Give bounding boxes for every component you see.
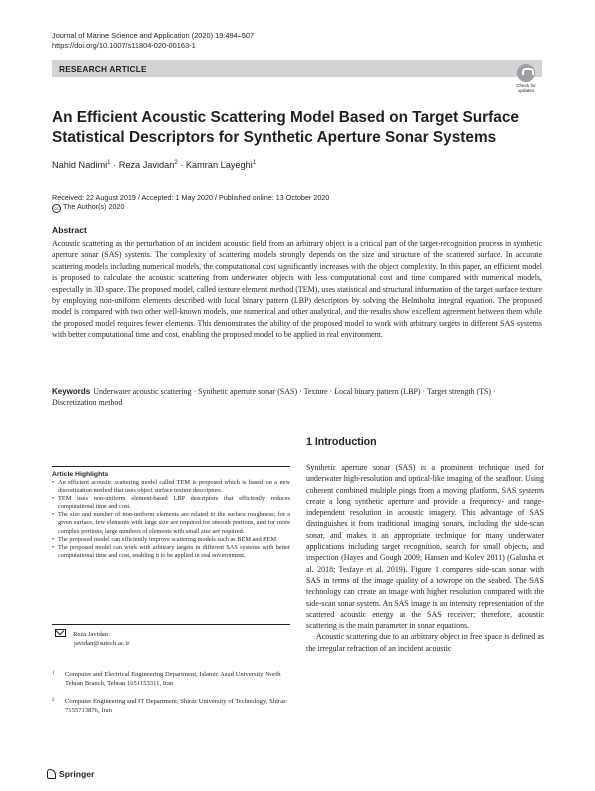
journal-citation: Journal of Marine Science and Application (2020) 19:494–507 xyxy=(52,31,255,40)
author-list xyxy=(52,160,256,170)
highlights-divider xyxy=(52,624,290,625)
affiliation-number: 2 xyxy=(52,698,55,703)
abstract-text: Acoustic scattering as the perturbation of an incident acoustic field from an arbitrary object is a critical part of the target-recognition process in synthetic aperture sonar (SAS) systems. The complexity of scattering models strongly depends on the size and structure of the scattered surface. In accurate scattering models including numerical models, the computational cost significantly increases with the object complexity. In this paper, an efficient model is proposed to calculate the acoustic scattering from underwater objects with less computational cost and time compared with numerical models, especially in 3D space. The proposed model, called texture element method (TEM), uses statistical and structural information of the target surface texture by employing non-uniform elements described with local binary pattern (LBP) descriptors by solving the Helmholtz integral equation. The proposed model is compared with two other well-known models, one numerical and other analytical, and the results show excellent agreement between them while the proposed model requires fewer elements. This demonstrates the ability of the proposed model to work with arbitrary targets in different SAS systems with better computational time and cost, enabling the proposed model to be applied in real environment. xyxy=(52,239,542,340)
paper-title: An Efficient Acoustic Scattering Model Based on Target Surface Statistical Descriptors for Synthetic Aperture Sonar Systems xyxy=(52,109,519,146)
author-separator: · xyxy=(180,160,184,171)
doi-link[interactable]: https://doi.org/10.1007/s11804-020-00163-1 xyxy=(52,40,196,50)
envelope-icon xyxy=(55,629,66,637)
article-highlights-box xyxy=(52,466,290,560)
highlights-list xyxy=(52,479,290,560)
author-affiliation-mark: 1 xyxy=(107,160,111,166)
keywords-text: Underwater acoustic scattering · Synthetic aperture sonar (SAS) · Texture · Local binary pattern (LBP) · Target strength (TS) · Discretization method xyxy=(52,387,496,408)
author-name[interactable]: Kamran Layeghi xyxy=(185,160,253,171)
corresponding-author-email[interactable]: javidan@sutech.ac.ir xyxy=(74,640,130,647)
intro-paragraph: Acoustic scattering due to an arbitrary object in free space is defined as the irregular refraction of an incident acoustic xyxy=(306,632,544,653)
springer-horse-icon xyxy=(46,768,56,778)
check-for-updates-badge[interactable] xyxy=(510,64,542,98)
affiliation-text: Computer Engineering and IT Department, Shiraz University of Technology, Shiraz 7155713876, Iran xyxy=(65,698,286,714)
highlight-item: • The proposed model can efficiently improve scattering models such as BEM and FEM. xyxy=(52,536,290,544)
corresponding-author-name: Reza Javidan xyxy=(73,631,108,638)
introduction-heading: 1 Introduction xyxy=(306,436,377,448)
author-affiliation-mark: 2 xyxy=(174,160,178,166)
affiliation-number: 1 xyxy=(52,671,55,676)
publisher-name: Springer xyxy=(59,769,95,779)
highlight-item: • The proposed model can work with arbitrary targets in different SAS systems with better computational time and cost, enabling it to be applied in real environment. xyxy=(52,544,290,560)
article-type-bar xyxy=(52,60,542,77)
journal-info xyxy=(52,31,254,50)
received-accepted-published: Received: 22 August 2019 / Accepted: 1 May 2020 / Published online: 13 October 2020 xyxy=(52,193,330,202)
crossmark-label xyxy=(510,83,542,94)
author-affiliation-mark: 1 xyxy=(252,160,257,166)
publication-dates xyxy=(52,193,329,213)
keywords-section xyxy=(52,386,542,409)
author-name[interactable]: Nahid Nadimi xyxy=(52,160,108,171)
affiliation xyxy=(52,698,290,715)
affiliation-text: Computer and Electrical Engineering Department, Islamic Azad University North Tehran Branch, Tehran 1651153311, Iran xyxy=(65,671,281,687)
crossmark-line1: Check for xyxy=(516,83,536,88)
intro-paragraph: Synthetic aperture sonar (SAS) is a prominent technique used for underwater high-resolution and optical-like imaging of the seafloor. Using coherent combined multiple pings from a moving platform, SAS systems create a long synthetic aperture and provide a frequency- and range-independent resolution in acoustic imagery. This advantage of SAS distinguishes it from traditional imaging sonars, including the side-scan sonar, and makes it an appropriate technique for many underwater applications including target recognition, search for small objects, and inspection (Hayes and Gough 2009; Hansen and Kolev 2011) (Galusha et al. 2018; Tesfaye et al. 2019). Figure 1 compares side-scan sonar with SAS in terms of the image quality of a towrope on the seabed. The SAS technology can create an image with higher resolution compared with the side-scan sonar system. An SAS image is an intensity representation of the scattered acoustic energy at the SAS receiver; therefore, acoustic scattering is the main parameter in sonar equations. xyxy=(306,463,544,631)
highlight-item: • An efficient acoustic scattering model called TEM is proposed which is based on a new discretization method that uses object surface texture descriptors. xyxy=(52,479,290,495)
copyright-line xyxy=(52,202,329,213)
highlight-item: • TEM uses non-uniform element-based LBP descriptors that efficiently reduces computational time and cost. xyxy=(52,495,290,511)
article-type-label: RESEARCH ARTICLE xyxy=(59,64,147,74)
crossmark-line2: updates xyxy=(517,88,535,94)
corresponding-author xyxy=(55,629,130,648)
highlight-item: • The size and number of non-uniform elements are related to the surface roughness; for a given surface, few elements with large size are required for smooth portions, and for more complex portions, large numbers of elements with small size are required. xyxy=(52,511,290,535)
creative-commons-icon: cc xyxy=(52,204,61,213)
abstract-heading: Abstract xyxy=(52,225,87,235)
keywords-heading: Keywords xyxy=(52,387,91,396)
springer-logo xyxy=(46,768,94,779)
copyright-text: The Author(s) 2020 xyxy=(63,202,125,212)
affiliation xyxy=(52,671,290,688)
author-separator: · xyxy=(113,160,117,171)
crossmark-icon xyxy=(517,64,535,82)
author-name[interactable]: Reza Javidan xyxy=(118,160,175,171)
introduction-body xyxy=(306,462,544,654)
highlights-heading: Article Highlights xyxy=(52,471,109,478)
